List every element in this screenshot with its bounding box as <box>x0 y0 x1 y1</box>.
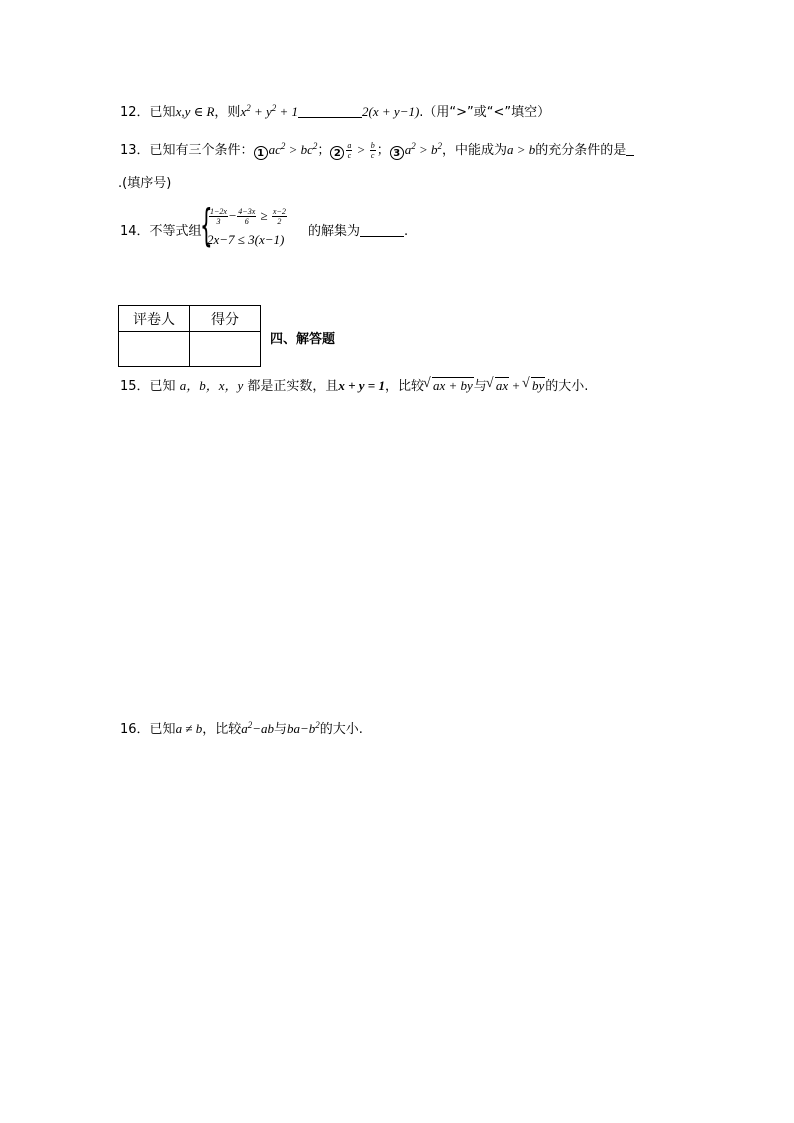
inequality-row-1: $\frac{1-2x}{3}$ − $\frac{4-3x}{6}$ ≥ $\frac{x-2}{2}$ <box>210 207 286 226</box>
question-number: 12． <box>120 105 150 120</box>
circled-number-icon: 2 <box>330 146 344 160</box>
square-root: √ ax <box>487 377 509 395</box>
fraction: $\frac{a}{c}$ <box>347 141 352 160</box>
question-text: 的充分条件的是 <box>535 143 627 158</box>
question-number: 16． <box>120 722 150 737</box>
question-number: 13． <box>120 143 150 158</box>
grader-cell[interactable] <box>119 332 190 367</box>
fraction: $\frac{b}{c}$ <box>370 141 375 160</box>
math-expression: $x^2 + y^2 + 1$ <box>240 103 299 119</box>
question-text: 已知 <box>149 379 180 394</box>
math-expression: 2(x + y−1) <box>362 104 420 119</box>
question-number: 15． <box>120 379 150 394</box>
circled-number-icon: 3 <box>390 146 404 160</box>
question-text: 已知 <box>149 105 176 120</box>
question-text: .（用“>”或“<”填空） <box>419 105 551 120</box>
answer-blank[interactable] <box>360 223 404 237</box>
section-title: 四、解答题 <box>270 332 336 347</box>
score-header: 得分 <box>190 306 261 332</box>
answer-blank[interactable] <box>298 104 362 118</box>
math-expression: x + y = 1 <box>338 378 385 393</box>
question-16: 16．已知a ≠ b，比较$a^2-ab$与$ba-b^2$的大小. <box>120 720 363 737</box>
score-cell[interactable] <box>190 332 261 367</box>
square-root: √ by <box>523 377 545 395</box>
question-text: ，中能成为 <box>441 143 507 158</box>
question-text: 都是正实数，且 <box>243 379 339 394</box>
circled-number-icon: 1 <box>254 146 268 160</box>
question-text: ，则 <box>214 105 241 120</box>
answer-blank[interactable] <box>626 142 634 156</box>
math-expression: a ≠ b <box>175 721 203 736</box>
question-text: 已知 <box>149 722 176 737</box>
condition-1: $ac^2 > bc^2$ <box>268 141 318 157</box>
math-expression: a > b <box>507 142 536 157</box>
question-text: 的大小. <box>545 379 589 394</box>
score-table <box>118 305 261 367</box>
question-text: 已知有三个条件： <box>149 143 254 158</box>
variables: a，b，x，y <box>179 378 244 393</box>
question-12 <box>120 103 550 122</box>
math-expression: $a^2-ab$ <box>241 720 274 736</box>
question-number: 14． <box>120 224 150 239</box>
question-15: 15．已知 a，b，x，y 都是正实数，且x + y = 1，比较√ ax + by与√ ax + √ by的大小. <box>120 377 588 396</box>
inequality-row-2: 2x−7 ≤ 3(x−1) <box>207 232 285 247</box>
grader-header: 评卷人 <box>119 306 190 332</box>
left-brace-icon: { <box>200 200 213 251</box>
condition-3: $a^2 > b^2$ <box>404 141 442 157</box>
question-text: 的大小. <box>319 722 363 737</box>
question-text: 的解集为 <box>308 224 361 239</box>
question-13: 13．已知有三个条件： 1 $ac^2 > bc^2$； 2 $\frac{a}{c}$ > $\frac{b}{c}$ ； 3 $a^2 > b^2$，中能成为a > b的充分条件的是 <box>120 141 634 160</box>
math-expression: x,y ∈ R <box>175 104 215 119</box>
square-root: √ ax + by <box>424 377 474 395</box>
question-text: ，比较 <box>202 722 242 737</box>
question-13-continuation: .(填序号) <box>118 176 172 191</box>
question-text: 不等式组 <box>149 224 202 239</box>
math-expression: $ba-b^2$ <box>287 720 320 736</box>
question-text: ，比较 <box>384 379 424 394</box>
